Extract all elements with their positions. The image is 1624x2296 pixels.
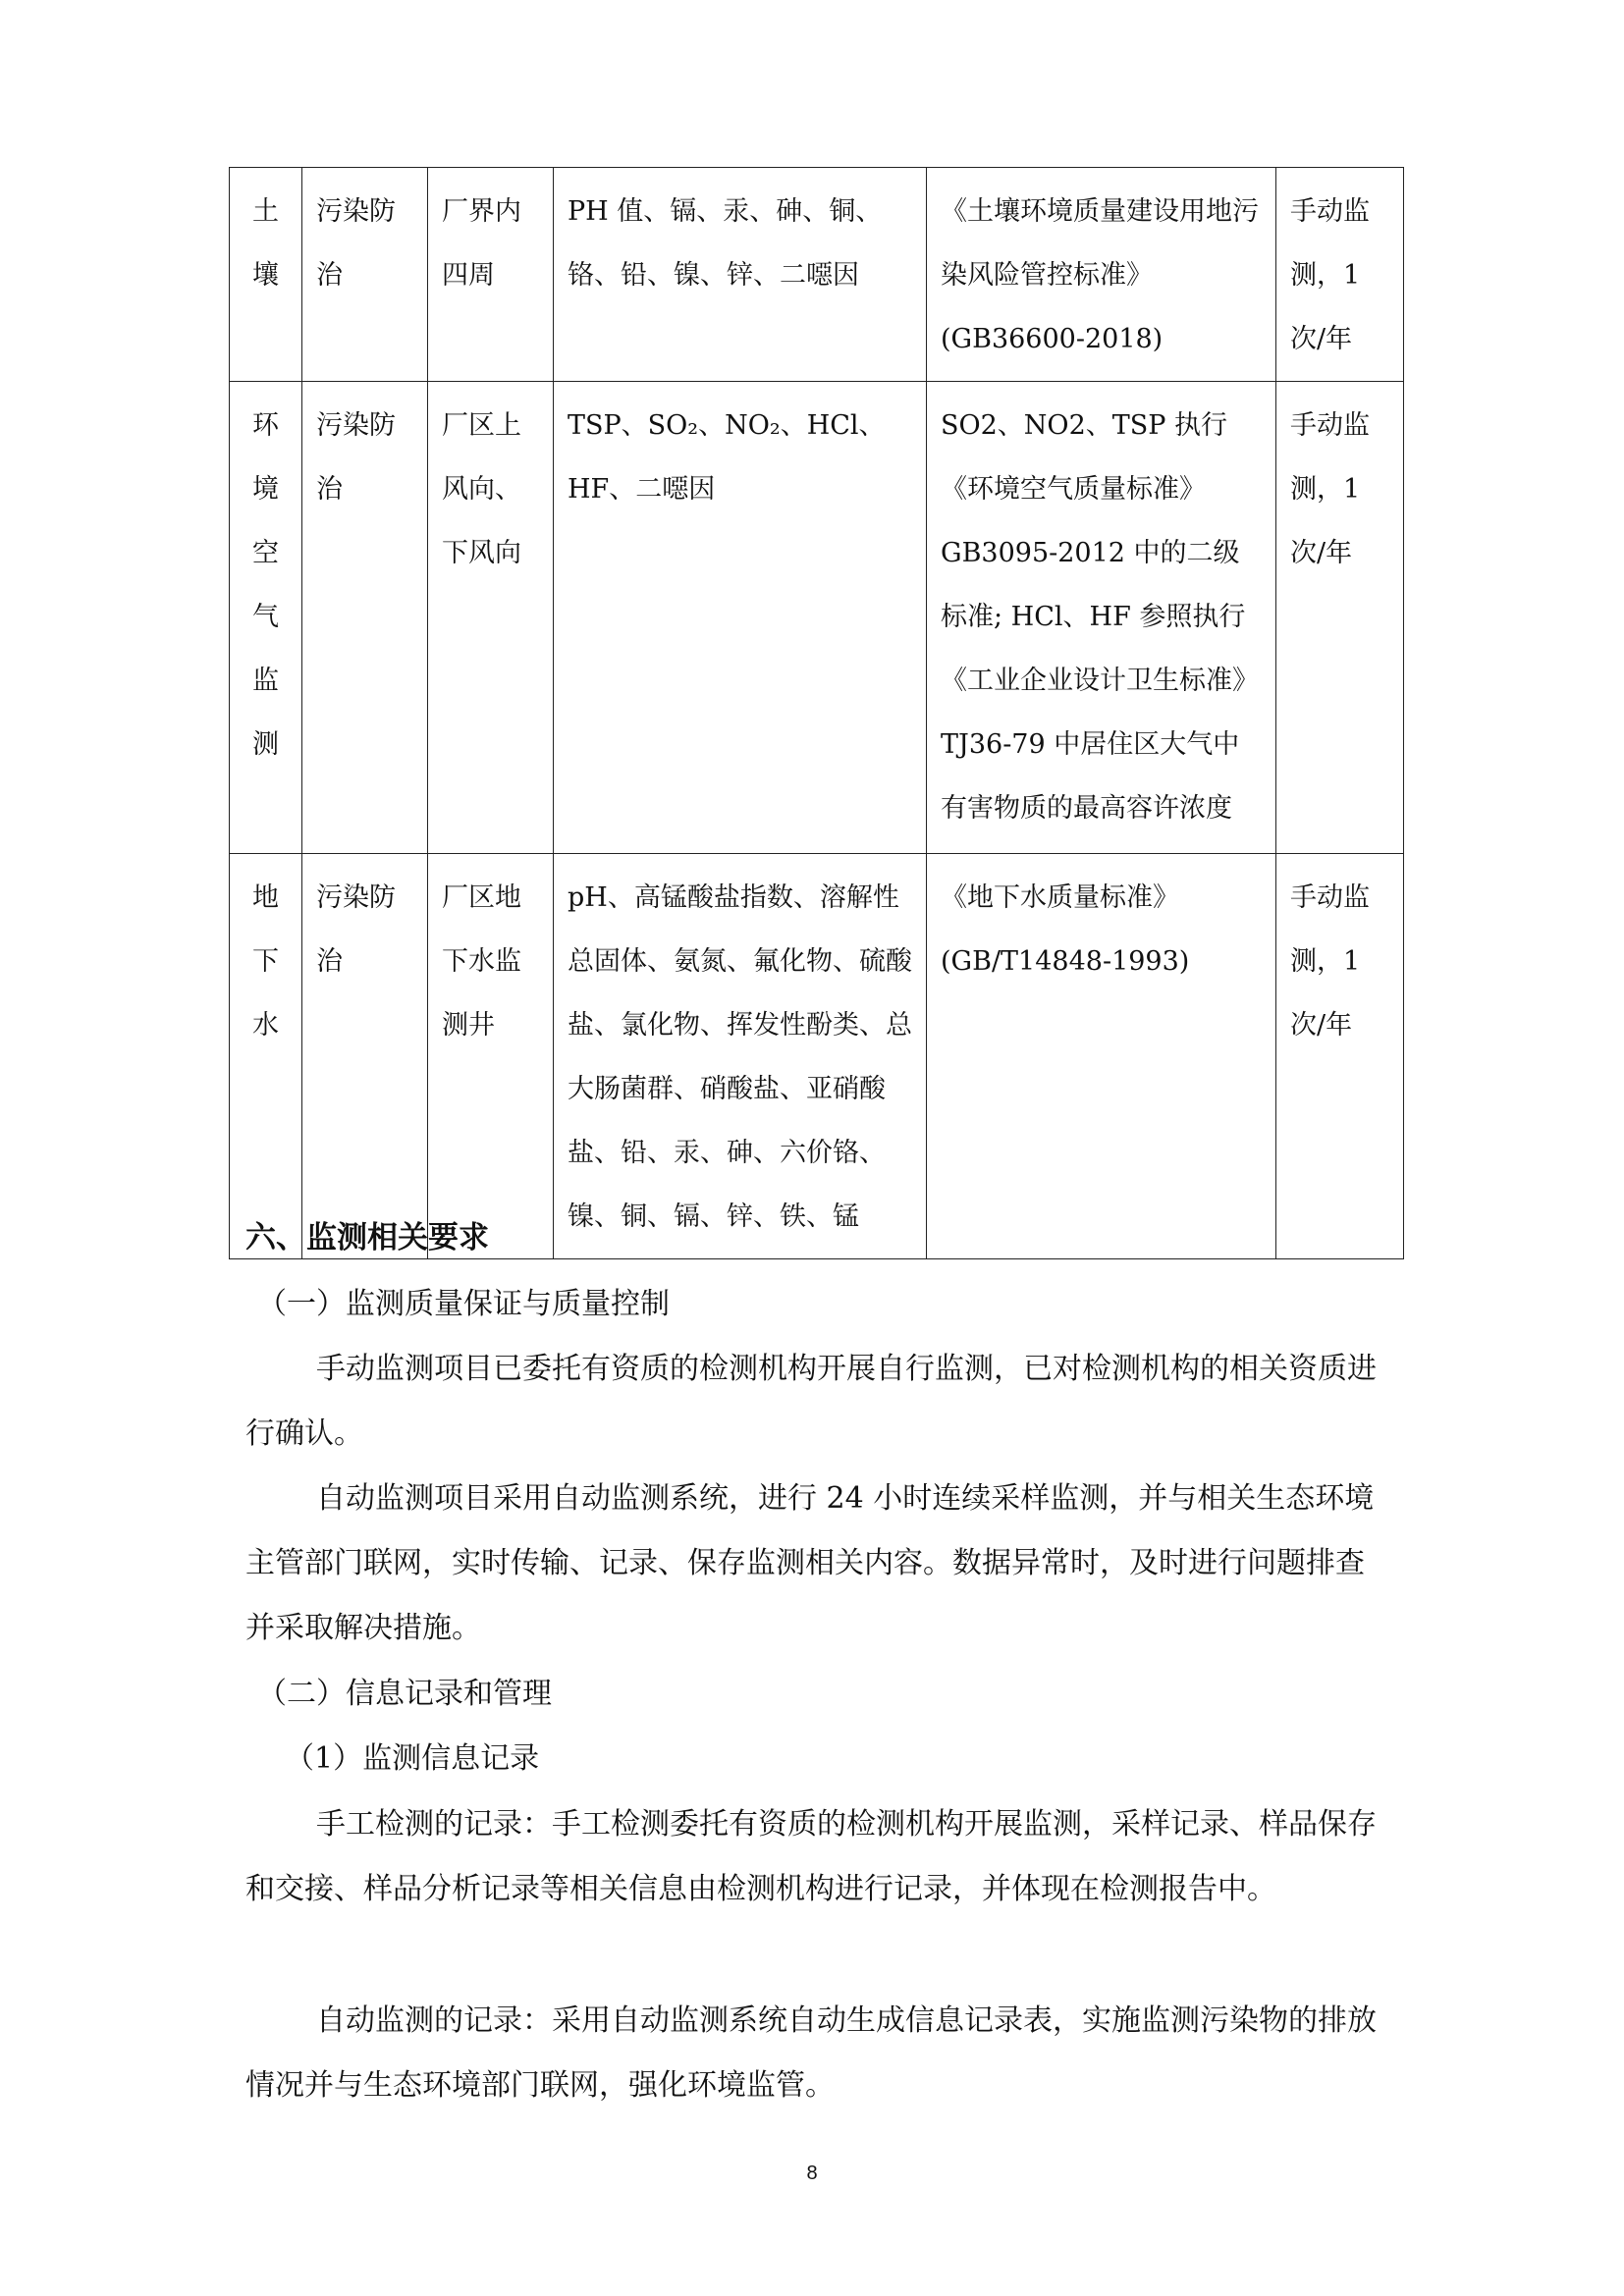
table-row — [230, 168, 1404, 382]
items-cell: pH、高锰酸盐指数、溶解性总固体、氨氮、氟化物、硫酸盐、氯化物、挥发性酚类、总大肠菌群、硝酸盐、亚硝酸盐、铅、汞、砷、六价铬、镍、铜、镉、锌、铁、锰 — [554, 854, 927, 1259]
subsection-heading: （1）监测信息记录 — [285, 1741, 540, 1776]
table-row — [230, 854, 1404, 1259]
standard-cell: 《土壤环境质量建设用地污染风险管控标准》(GB36600-2018) — [927, 168, 1276, 382]
frequency-cell: 手动监测，1次/年 — [1276, 168, 1404, 382]
paragraph: 自动监测项目采用自动监测系统，进行 24 小时连续采样监测，并与相关生态环境主管部门联网，实时传输、记录、保存监测相关内容。数据异常时，及时进行问题排查并采取解决措施。 — [245, 1481, 1375, 1645]
frequency-cell: 手动监测，1次/年 — [1276, 382, 1404, 854]
paragraph: 手动监测项目已委托有资质的检测机构开展自行监测，已对检测机构的相关资质进行确认。 — [245, 1352, 1377, 1451]
paragraph: 手工检测的记录：手工检测委托有资质的检测机构开展监测，采样记录、样品保存和交接、样品分析记录等相关信息由检测机构进行记录，并体现在检测报告中。 — [245, 1807, 1377, 1906]
location-cell: 厂界内四周 — [428, 168, 554, 382]
type-cell: 污染防治 — [302, 168, 428, 382]
frequency-cell: 手动监测，1次/年 — [1276, 854, 1404, 1259]
section-heading: 六、监测相关要求 — [245, 1220, 489, 1255]
type-cell: 污染防治 — [302, 382, 428, 854]
subsection-heading: （二）信息记录和管理 — [257, 1677, 552, 1711]
table-row — [230, 382, 1404, 854]
subsection-heading: （一）监测质量保证与质量控制 — [257, 1287, 670, 1321]
category-cell: 土 壤 — [230, 168, 302, 382]
category-cell: 地 下 水 — [230, 854, 302, 1259]
location-cell: 厂区上风向、下风向 — [428, 382, 554, 854]
monitoring-table — [229, 167, 1404, 1259]
items-cell: PH 值、镉、汞、砷、铜、铬、铅、镍、锌、二噁因 — [554, 168, 927, 382]
paragraph: 自动监测的记录：采用自动监测系统自动生成信息记录表，实施监测污染物的排放情况并与生态环境部门联网，强化环境监管。 — [245, 2003, 1377, 2103]
type-cell: 污染防治 — [302, 854, 428, 1259]
items-cell: TSP、SO₂、NO₂、HCl、HF、二噁因 — [554, 382, 927, 854]
category-cell: 环 境 空 气 监 测 — [230, 382, 302, 854]
standard-cell: 《地下水质量标准》(GB/T14848-1993) — [927, 854, 1276, 1259]
standard-cell: SO2、NO2、TSP 执行《环境空气质量标准》GB3095-2012 中的二级标准; HCl、HF 参照执行《工业企业设计卫生标准》TJ36-79 中居住区大气中有害物质的最高容许浓度 — [927, 382, 1276, 854]
location-cell: 厂区地下水监测井 — [428, 854, 554, 1259]
page-number: 8 — [806, 2163, 818, 2184]
